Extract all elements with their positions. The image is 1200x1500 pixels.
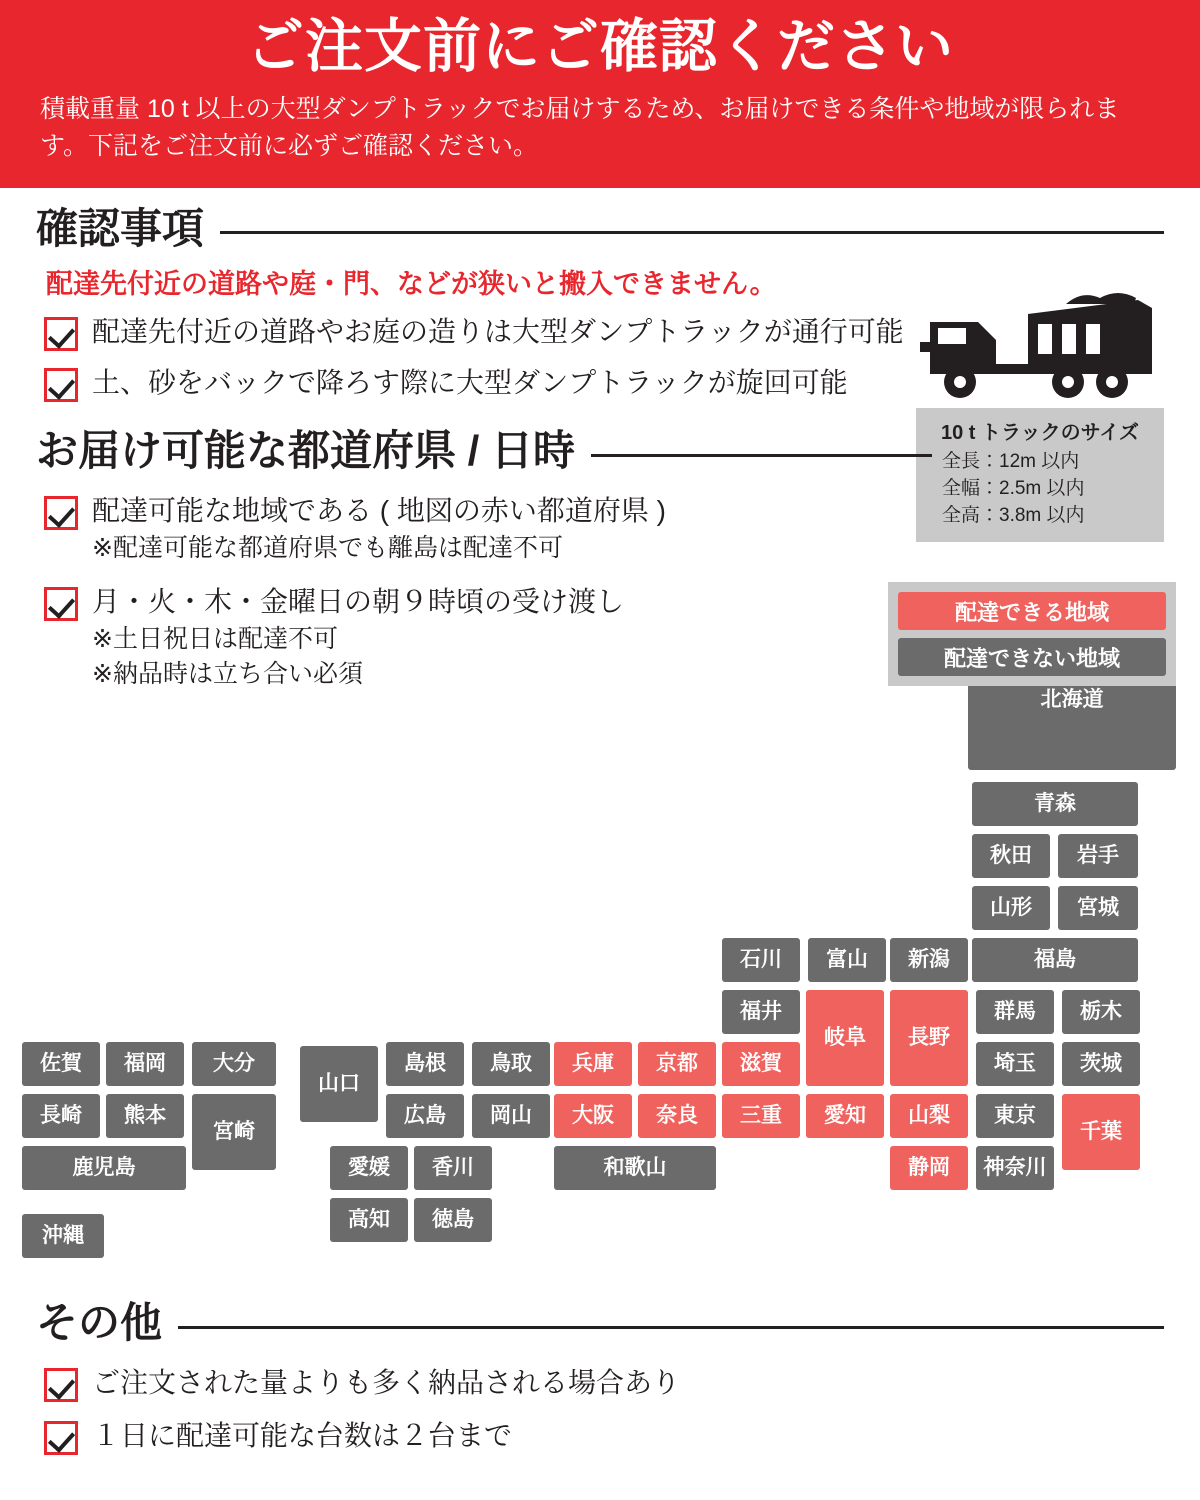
japan-prefecture-map (0, 620, 1200, 1300)
delivery-check-main-1: 配達可能な地域である ( 地図の赤い都道府県 ) (92, 495, 666, 527)
prefecture-tile: 神奈川 (976, 1146, 1054, 1190)
prefecture-tile: 鹿児島 (22, 1146, 186, 1190)
confirm-alert-text: 配達先付近の道路や庭・門、などが狭いと搬入できません。 (46, 268, 777, 299)
section-other (0, 1300, 1200, 1455)
checkbox-checked-icon (44, 368, 78, 402)
header-subtitle: 積載重量 10 t 以上の大型ダンプトラックでお届けするため、お届けできる条件や地域が限られます。下記をご注文前に必ずご確認ください。 (40, 94, 1120, 161)
prefecture-tile: 岡山 (472, 1094, 550, 1138)
legend-available: 配達できる地域 (898, 592, 1166, 630)
confirm-check-text-2: 土、砂をバックで降ろす際に大型ダンプトラックが旋回可能 (92, 366, 848, 398)
prefecture-tile: 島根 (386, 1042, 464, 1086)
delivery-check-main-2: 月・火・木・金曜日の朝９時頃の受け渡し (92, 586, 625, 618)
prefecture-tile: 沖縄 (22, 1214, 104, 1258)
prefecture-tile: 栃木 (1062, 990, 1140, 1034)
prefecture-tile: 秋田 (972, 834, 1050, 878)
delivery-check-text-1 (92, 492, 666, 565)
prefecture-tile: 埼玉 (976, 1042, 1054, 1086)
prefecture-tile: 新潟 (890, 938, 968, 982)
prefecture-tile: 静岡 (890, 1146, 968, 1190)
prefecture-tile: 兵庫 (554, 1042, 632, 1086)
map-legend (888, 582, 1176, 686)
prefecture-tile: 滋賀 (722, 1042, 800, 1086)
page-title: ご注文前にご確認ください (245, 14, 954, 79)
prefecture-tile: 香川 (414, 1146, 492, 1190)
prefecture-tile: 山梨 (890, 1094, 968, 1138)
section-divider (220, 231, 1164, 234)
dump-truck-icon (916, 278, 1164, 408)
section-other-title: その他 (36, 1299, 163, 1346)
other-check-item-2 (44, 1417, 1164, 1456)
section-delivery-title: お届け可能な都道府県 / 日時 (36, 427, 576, 475)
prefecture-tile: 大阪 (554, 1094, 632, 1138)
prefecture-tile: 佐賀 (22, 1042, 100, 1086)
prefecture-tile: 京都 (638, 1042, 716, 1086)
prefecture-tile: 富山 (808, 938, 886, 982)
prefecture-tile: 山口 (300, 1046, 378, 1122)
checkbox-checked-icon (44, 496, 78, 530)
truck-spec-box (916, 408, 1164, 542)
section-confirm-header (36, 206, 1164, 252)
checkbox-checked-icon (44, 1421, 78, 1455)
prefecture-tile: 山形 (972, 886, 1050, 930)
prefecture-tile: 宮城 (1058, 886, 1138, 930)
prefecture-tile: 鳥取 (472, 1042, 550, 1086)
other-check-item-1 (44, 1364, 1164, 1403)
checkbox-checked-icon (44, 1368, 78, 1402)
section-divider (591, 454, 932, 457)
prefecture-tile: 愛知 (806, 1094, 884, 1138)
prefecture-tile: 奈良 (638, 1094, 716, 1138)
prefecture-tile: 大分 (192, 1042, 276, 1086)
prefecture-tile: 北海道 (968, 630, 1176, 770)
truck-info (916, 278, 1164, 542)
delivery-check-note-2a: ※土日祝日は配達不可 (92, 625, 338, 654)
prefecture-tile: 徳島 (414, 1198, 492, 1242)
other-check-text-1: ご注文された量よりも多く納品される場合あり (92, 1367, 681, 1399)
prefecture-tile: 宮崎 (192, 1094, 276, 1170)
prefecture-tile: 広島 (386, 1094, 464, 1138)
prefecture-tile: 和歌山 (554, 1146, 716, 1190)
other-check-text-2: １日に配達可能な台数は２台まで (92, 1419, 513, 1451)
prefecture-tile: 岩手 (1058, 834, 1138, 878)
truck-spec-title: 10 t トラックのサイズ (940, 422, 1140, 444)
truck-spec-width: 全幅：2.5m 以内 (942, 477, 1085, 499)
prefecture-tile: 熊本 (106, 1094, 184, 1138)
prefecture-tile: 群馬 (976, 990, 1054, 1034)
prefecture-tile: 岐阜 (806, 990, 884, 1086)
prefecture-tile: 長野 (890, 990, 968, 1086)
truck-spec-length: 全長：12m 以内 (942, 451, 1080, 472)
section-other-header (36, 1300, 1164, 1346)
prefecture-tile: 長崎 (22, 1094, 100, 1138)
prefecture-tile: 茨城 (1062, 1042, 1140, 1086)
prefecture-tile: 東京 (976, 1094, 1054, 1138)
prefecture-tile: 高知 (330, 1198, 408, 1242)
prefecture-tile: 三重 (722, 1094, 800, 1138)
legend-unavailable: 配達できない地域 (898, 638, 1166, 676)
checkbox-checked-icon (44, 587, 78, 621)
checkbox-checked-icon (44, 317, 78, 351)
prefecture-tile: 青森 (972, 782, 1138, 826)
delivery-check-note-2b: ※納品時は立ち合い必須 (92, 659, 363, 688)
truck-spec-height: 全高：3.8m 以内 (942, 504, 1085, 526)
prefecture-tile: 福岡 (106, 1042, 184, 1086)
prefecture-tile: 福井 (722, 990, 800, 1034)
prefecture-tile: 愛媛 (330, 1146, 408, 1190)
header-banner (0, 0, 1200, 188)
section-divider (178, 1326, 1164, 1329)
confirm-check-text-1: 配達先付近の道路やお庭の造りは大型ダンプトラックが通行可能 (92, 315, 904, 347)
delivery-check-note-1: ※配達可能な都道府県でも離島は配達不可 (92, 533, 563, 562)
prefecture-tile: 石川 (722, 938, 800, 982)
section-confirm-title: 確認事項 (36, 204, 205, 252)
prefecture-tile: 千葉 (1062, 1094, 1140, 1170)
prefecture-tile: 福島 (972, 938, 1138, 982)
